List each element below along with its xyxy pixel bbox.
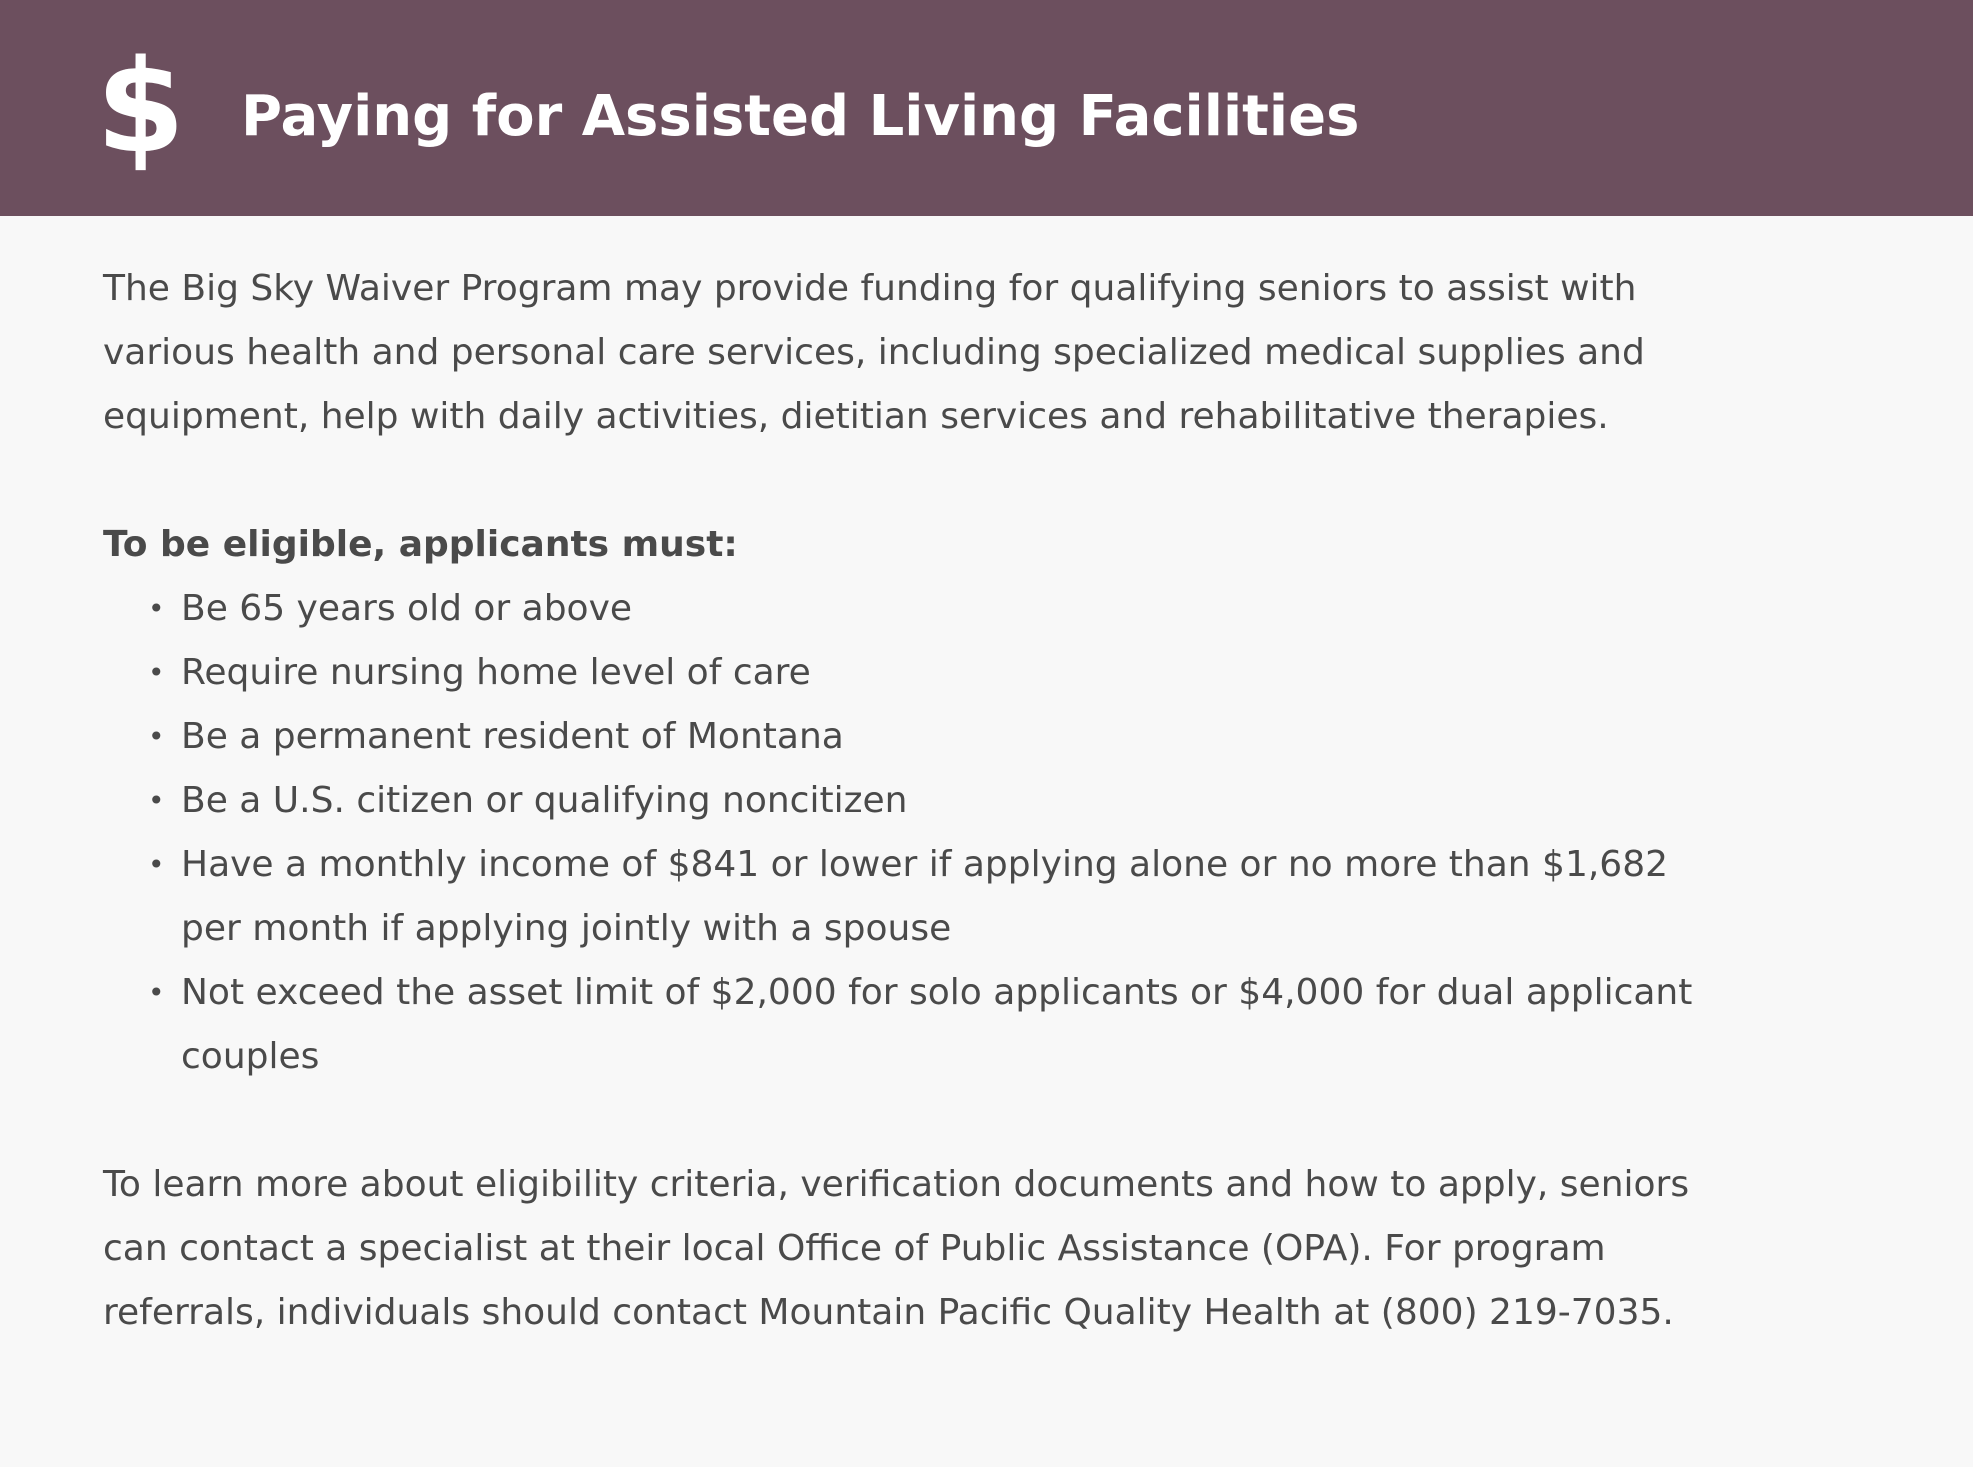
criteria-item — [148, 577, 1903, 641]
intro-paragraph — [103, 257, 1903, 449]
criteria-item — [148, 641, 1903, 705]
criteria-line: Require nursing home level of care — [181, 652, 811, 693]
bullet-icon: • — [148, 592, 165, 625]
criteria-line: couples — [181, 1036, 320, 1077]
bullet-icon: • — [148, 720, 165, 753]
criteria-item — [148, 961, 1903, 1089]
criteria-line: Be 65 years old or above — [181, 588, 633, 629]
bullet-icon: • — [148, 656, 165, 689]
bullet-icon: • — [148, 784, 165, 817]
intro-line: various health and personal care services, including specialized medical supplies and — [103, 332, 1645, 373]
intro-line: The Big Sky Waiver Program may provide funding for qualifying seniors to assist with — [103, 268, 1637, 309]
closing-line: To learn more about eligibility criteria, verification documents and how to apply, seniors — [103, 1164, 1690, 1205]
intro-line: equipment, help with daily activities, dietitian services and rehabilitative therapies. — [103, 396, 1609, 437]
criteria-item — [148, 769, 1903, 833]
criteria-line: Not exceed the asset limit of $2,000 for solo applicants or $4,000 for dual applicant — [181, 972, 1693, 1013]
eligibility-criteria-list — [103, 577, 1903, 1089]
header-banner — [0, 0, 1973, 216]
criteria-item — [148, 705, 1903, 769]
content-body — [103, 257, 1903, 1345]
dollar-icon: $ — [96, 33, 186, 182]
closing-paragraph — [103, 1153, 1903, 1345]
eligibility-heading: To be eligible, applicants must: — [103, 524, 738, 565]
criteria-item — [148, 833, 1903, 961]
page-title: Paying for Assisted Living Facilities — [241, 84, 1360, 149]
closing-line: can contact a specialist at their local Office of Public Assistance (OPA). For program — [103, 1228, 1606, 1269]
criteria-line: per month if applying jointly with a spouse — [181, 908, 952, 949]
criteria-line: Be a U.S. citizen or qualifying noncitizen — [181, 780, 908, 821]
closing-line: referrals, individuals should contact Mountain Pacific Quality Health at (800) 219-7035. — [103, 1292, 1674, 1333]
bullet-icon: • — [148, 848, 165, 881]
bullet-icon: • — [148, 976, 165, 1009]
criteria-line: Be a permanent resident of Montana — [181, 716, 844, 757]
criteria-line: Have a monthly income of $841 or lower if applying alone or no more than $1,682 — [181, 844, 1669, 885]
